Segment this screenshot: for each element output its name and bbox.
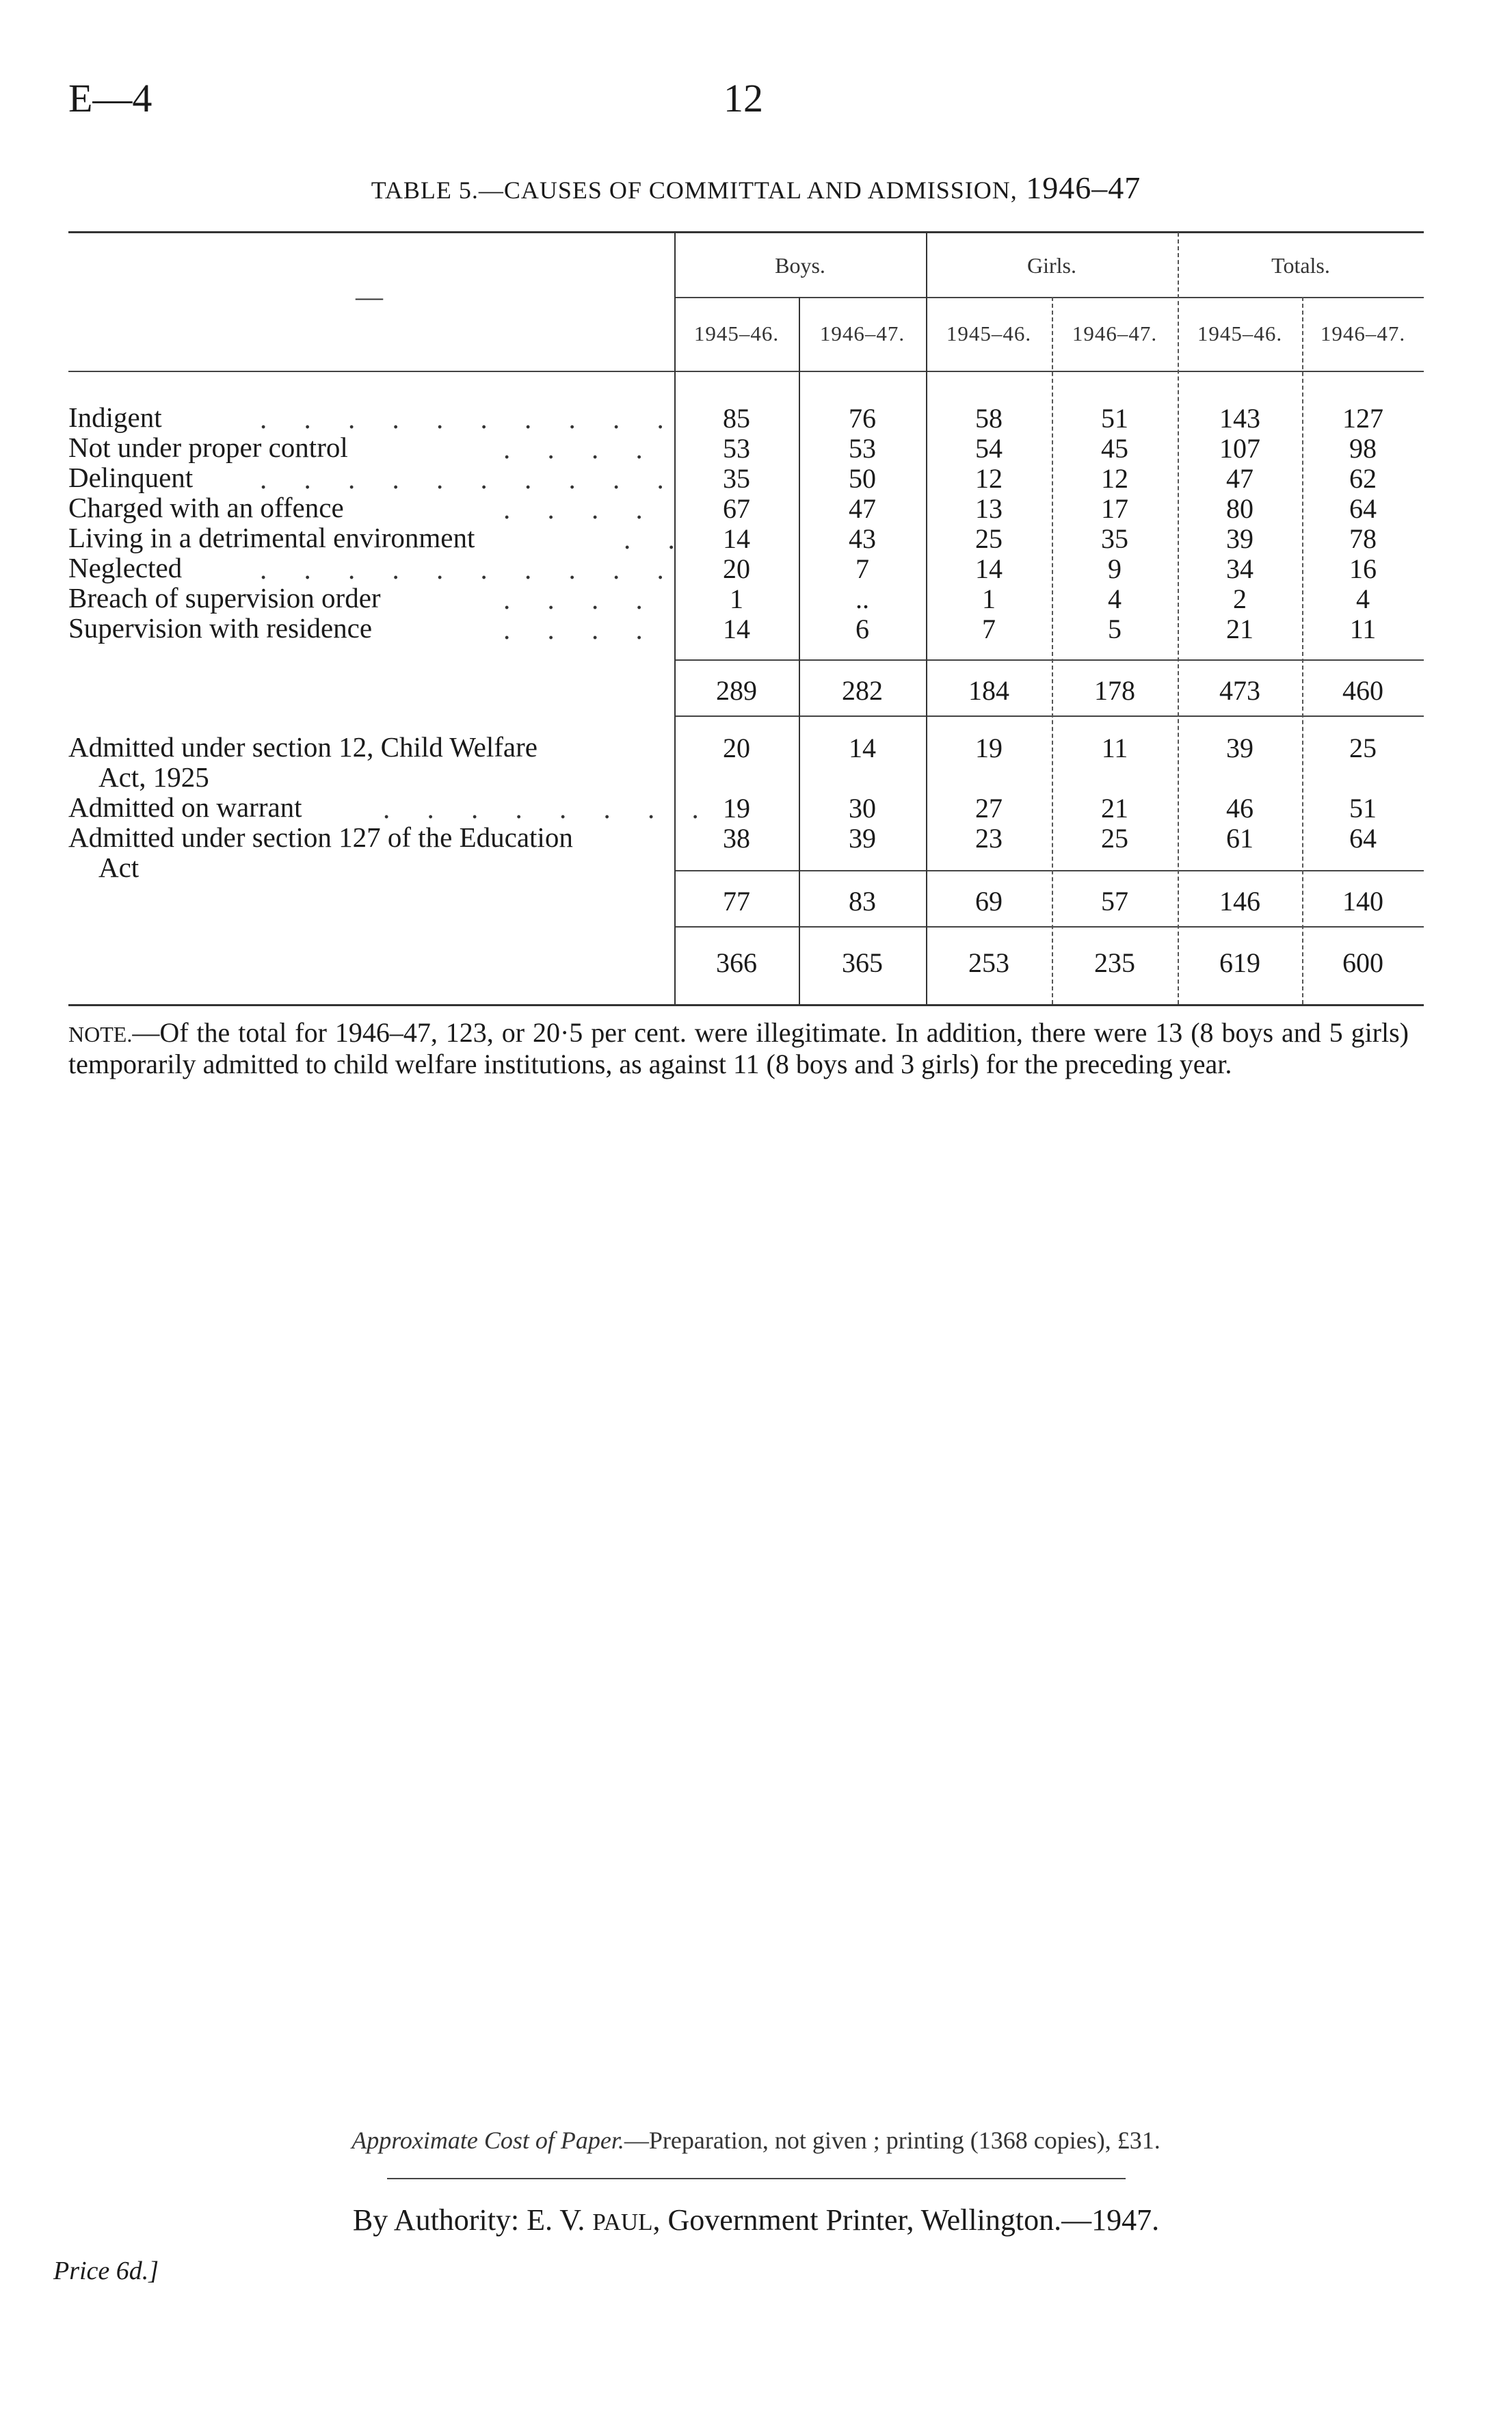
cell-row6-totals-1945: 34 — [1226, 553, 1254, 584]
row-label-section-12-cont: Act, 1925 — [98, 761, 209, 793]
cell-row8-boys-1946: 6 — [856, 614, 869, 644]
leader-dots: . . . . — [503, 493, 658, 525]
leader-dots: . . . . — [503, 583, 658, 615]
cell-row2-3-girls-1946: 25 — [1101, 823, 1128, 854]
cell-row3-totals-1945: 47 — [1226, 463, 1254, 494]
cell-row2-girls-1945: 54 — [975, 433, 1003, 464]
document-code: E—4 — [68, 76, 152, 120]
cell-row2-2-totals-1946: 51 — [1349, 793, 1377, 824]
cell-subtotal1-boys-1946: 282 — [842, 675, 883, 706]
cell-row2-1-totals-1946: 25 — [1349, 733, 1377, 763]
cell-row7-girls-1946: 4 — [1108, 583, 1122, 614]
cell-total-boys-1945: 366 — [716, 947, 757, 978]
cell-row4-totals-1946: 64 — [1349, 493, 1377, 524]
cell-subtotal2-totals-1945: 146 — [1219, 886, 1260, 917]
cost-of-paper — [0, 2126, 1512, 2155]
cell-row2-1-girls-1945: 19 — [975, 733, 1003, 763]
boys-years-divider — [799, 297, 800, 1004]
cell-row1-totals-1945: 143 — [1219, 403, 1260, 434]
cell-row4-girls-1946: 17 — [1101, 493, 1128, 524]
row-label-warrant: Admitted on warrant — [68, 791, 302, 823]
cell-subtotal2-totals-1946: 140 — [1342, 886, 1383, 917]
cell-row2-totals-1946: 98 — [1349, 433, 1377, 464]
year-header-totals-1945: 1945–46. — [1197, 321, 1283, 345]
table-title — [0, 170, 1512, 206]
group-header-girls: Girls. — [1027, 253, 1076, 278]
cell-row4-boys-1945: 67 — [723, 493, 750, 524]
cell-row2-2-boys-1946: 30 — [849, 793, 876, 824]
row-label-section-127: Admitted under section 127 of the Education — [68, 822, 573, 853]
cell-row1-girls-1946: 51 — [1101, 403, 1128, 434]
row-label-section-12: Admitted under section 12, Child Welfare — [68, 731, 538, 763]
cell-row8-boys-1945: 14 — [723, 614, 750, 644]
cell-subtotal2-boys-1946: 83 — [849, 886, 876, 917]
authority-suffix: , Government Printer, Wellington.—1947. — [652, 2203, 1160, 2237]
stub-header: — — [356, 281, 383, 312]
cell-row4-totals-1945: 80 — [1226, 493, 1254, 524]
cell-subtotal1-girls-1946: 178 — [1094, 675, 1135, 706]
cell-total-totals-1945: 619 — [1219, 947, 1260, 978]
row-label-breach-of-supervision-order: Breach of supervision order — [68, 582, 381, 614]
cell-row5-boys-1946: 43 — [849, 523, 876, 554]
cell-row2-2-totals-1945: 46 — [1226, 793, 1254, 824]
cell-row2-1-girls-1946: 11 — [1101, 733, 1128, 763]
cell-total-girls-1946: 235 — [1094, 947, 1135, 978]
cell-row2-1-boys-1945: 20 — [723, 733, 750, 763]
cell-row2-1-totals-1945: 39 — [1226, 733, 1254, 763]
cell-row6-boys-1945: 20 — [723, 553, 750, 584]
row-label-supervision-with-residence: Supervision with residence — [68, 612, 373, 644]
leader-dots: . . . . — [503, 614, 658, 645]
cell-subtotal1-totals-1945: 473 — [1219, 675, 1260, 706]
cell-row5-totals-1945: 39 — [1226, 523, 1254, 554]
table-note — [68, 1018, 1409, 1079]
row-label-delinquent: Delinquent — [68, 462, 194, 493]
subtotal1-bottom-rule — [674, 715, 1424, 717]
cell-row5-girls-1945: 25 — [975, 523, 1003, 554]
price: Price 6d.] — [53, 2257, 159, 2285]
cell-row2-boys-1946: 53 — [849, 433, 876, 464]
cell-row5-girls-1946: 35 — [1101, 523, 1128, 554]
table-title-prefix: TABLE 5.— — [371, 176, 504, 204]
cell-row8-totals-1946: 11 — [1349, 614, 1377, 644]
cell-row3-boys-1946: 50 — [849, 463, 876, 494]
printer-authority — [0, 2203, 1512, 2237]
cell-row6-totals-1946: 16 — [1349, 553, 1377, 584]
row-label-not-under-proper-control: Not under proper control — [68, 432, 348, 463]
cell-subtotal1-totals-1946: 460 — [1342, 675, 1383, 706]
cell-row3-boys-1945: 35 — [723, 463, 750, 494]
cell-row3-girls-1946: 12 — [1101, 463, 1128, 494]
cell-row2-totals-1945: 107 — [1219, 433, 1260, 464]
cell-row2-3-totals-1946: 64 — [1349, 823, 1377, 854]
row-label-indigent: Indigent — [68, 402, 162, 433]
cell-subtotal2-boys-1945: 77 — [723, 886, 750, 917]
subtotal1-top-rule — [674, 659, 1424, 661]
row-label-charged-with-an-offence: Charged with an offence — [68, 492, 344, 523]
cell-row5-totals-1946: 78 — [1349, 523, 1377, 554]
cell-row6-girls-1946: 9 — [1108, 553, 1122, 584]
subtotal2-bottom-rule — [674, 926, 1424, 928]
cell-row7-boys-1945: 1 — [730, 583, 743, 614]
leader-dots: . . . . . . . . — [383, 793, 714, 824]
cell-row2-boys-1945: 53 — [723, 433, 750, 464]
leader-dots: . . . . . . . . . . — [260, 403, 679, 434]
table-bottom-rule — [68, 1004, 1424, 1006]
cell-row4-boys-1946: 47 — [849, 493, 876, 524]
footer-rule — [387, 2178, 1126, 2179]
cell-row8-girls-1946: 5 — [1108, 614, 1122, 644]
table-title-year: 1946–47 — [1017, 170, 1141, 205]
cell-row7-totals-1945: 2 — [1233, 583, 1247, 614]
cell-row3-totals-1946: 62 — [1349, 463, 1377, 494]
cell-row2-3-totals-1945: 61 — [1226, 823, 1254, 854]
cell-total-boys-1946: 365 — [842, 947, 883, 978]
year-header-girls-1945: 1945–46. — [946, 321, 1032, 345]
authority-prefix: By Authority: E. V. — [352, 2203, 593, 2237]
cell-row2-2-girls-1946: 21 — [1101, 793, 1128, 824]
subtotal2-top-rule — [674, 870, 1424, 871]
year-header-totals-1946: 1946–47. — [1320, 321, 1406, 345]
cell-subtotal1-girls-1945: 184 — [968, 675, 1009, 706]
cell-row7-girls-1945: 1 — [982, 583, 996, 614]
cell-subtotal2-girls-1946: 57 — [1101, 886, 1128, 917]
cell-row2-2-boys-1945: 19 — [723, 793, 750, 824]
cell-total-totals-1946: 600 — [1342, 947, 1383, 978]
cost-label: Approximate Cost of Paper. — [352, 2127, 624, 2154]
cell-row1-boys-1946: 76 — [849, 403, 876, 434]
cell-row2-3-boys-1946: 39 — [849, 823, 876, 854]
table-top-rule — [68, 231, 1424, 233]
row-label-section-127-cont: Act — [98, 852, 140, 883]
cost-text: —Preparation, not given ; printing (1368 copies), £31. — [624, 2127, 1160, 2154]
cell-row2-1-boys-1946: 14 — [849, 733, 876, 763]
group-header-boys: Boys. — [775, 253, 825, 278]
printer-name: PAUL — [592, 2209, 653, 2235]
row-label-neglected: Neglected — [68, 552, 183, 583]
cell-row2-2-girls-1945: 27 — [975, 793, 1003, 824]
cell-row8-girls-1945: 7 — [982, 614, 996, 644]
cell-total-girls-1945: 253 — [968, 947, 1009, 978]
leader-dots: . . . . — [503, 433, 658, 464]
row-label-detrimental-environment: Living in a detrimental environment — [68, 522, 475, 553]
header-bottom-rule — [68, 371, 1424, 372]
year-header-girls-1946: 1946–47. — [1072, 321, 1158, 345]
cell-row6-boys-1946: 7 — [856, 553, 869, 584]
group-header-totals: Totals. — [1271, 253, 1330, 278]
table-title-main: CAUSES OF COMMITTAL AND ADMISSION, — [503, 176, 1018, 204]
cell-row6-girls-1945: 14 — [975, 553, 1003, 584]
cell-row2-3-girls-1945: 23 — [975, 823, 1003, 854]
leader-dots: . . . . . . . . . . — [260, 463, 679, 495]
cell-row4-girls-1945: 13 — [975, 493, 1003, 524]
cell-row7-boys-1946: .. — [856, 583, 869, 614]
cell-row3-girls-1945: 12 — [975, 463, 1003, 494]
cell-subtotal1-boys-1945: 289 — [716, 675, 757, 706]
year-header-boys-1945: 1945–46. — [693, 321, 780, 345]
cell-row2-3-boys-1945: 38 — [723, 823, 750, 854]
cell-row1-boys-1945: 85 — [723, 403, 750, 434]
cell-subtotal2-girls-1945: 69 — [975, 886, 1003, 917]
note-text: —Of the total for 1946–47, 123, or 20·5 per cent. were illegitimate. In addition, there were 13 (8 boys and 5 girls) temporarily admitted to child welfare institutions, as against 11 (8 boys and 3 girls) for the preceding year. — [68, 1017, 1409, 1079]
cell-row8-totals-1945: 21 — [1226, 614, 1254, 644]
cell-row1-totals-1946: 127 — [1342, 403, 1383, 434]
leader-dots: . . . . . . . . . . — [260, 553, 679, 585]
page-number: 12 — [724, 76, 763, 120]
group-header-rule — [674, 297, 1424, 298]
cell-row7-totals-1946: 4 — [1356, 583, 1370, 614]
year-header-boys-1946: 1946–47. — [819, 321, 905, 345]
cell-row5-boys-1945: 14 — [723, 523, 750, 554]
leader-dots: . . — [624, 523, 690, 555]
note-lead: NOTE. — [68, 1022, 133, 1047]
cell-row2-girls-1946: 45 — [1101, 433, 1128, 464]
cell-row1-girls-1945: 58 — [975, 403, 1003, 434]
